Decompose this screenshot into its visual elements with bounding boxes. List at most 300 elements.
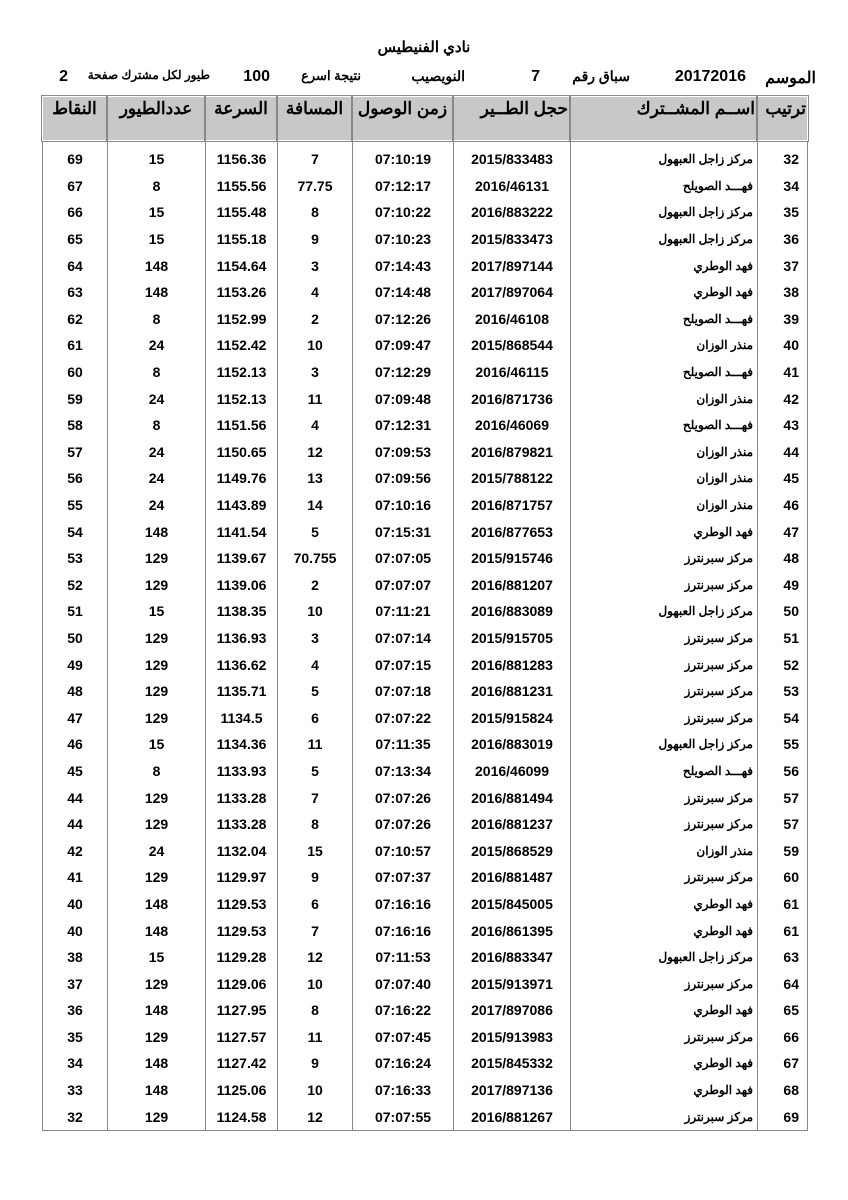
- cell-speed: 1133.93: [205, 758, 277, 785]
- cell-bird-count: 129: [107, 864, 205, 891]
- cell-speed: 1136.93: [205, 625, 277, 652]
- cell-rank: 65: [757, 997, 808, 1024]
- cell-arrival-time: 07:16:33: [352, 1077, 453, 1104]
- cell-speed: 1124.58: [205, 1103, 277, 1131]
- header-rank: ترتيب: [757, 96, 808, 141]
- table-row: [42, 465, 808, 492]
- cell-ring: 2016/879821: [453, 439, 570, 466]
- cell-points: 49: [42, 651, 107, 678]
- cell-points: 51: [42, 598, 107, 625]
- cell-arrival-time: 07:07:37: [352, 864, 453, 891]
- cell-participant: مركز زاجل العبهول: [570, 731, 757, 758]
- cell-ring: 2016/883089: [453, 598, 570, 625]
- cell-ring: 2016/871736: [453, 385, 570, 412]
- cell-points: 34: [42, 1050, 107, 1077]
- cell-bird-count: 15: [107, 226, 205, 253]
- cell-points: 52: [42, 572, 107, 599]
- cell-rank: 66: [757, 1024, 808, 1051]
- cell-speed: 1129.28: [205, 944, 277, 971]
- table-row: [42, 492, 808, 519]
- cell-arrival-time: 07:10:23: [352, 226, 453, 253]
- cell-speed: 1136.62: [205, 651, 277, 678]
- cell-rank: 36: [757, 226, 808, 253]
- table-row: [42, 518, 808, 545]
- cell-points: 48: [42, 678, 107, 705]
- cell-distance: 11: [277, 385, 352, 412]
- cell-speed: 1149.76: [205, 465, 277, 492]
- cell-speed: 1155.18: [205, 226, 277, 253]
- cell-speed: 1156.36: [205, 146, 277, 173]
- cell-bird-count: 129: [107, 1103, 205, 1131]
- cell-points: 44: [42, 811, 107, 838]
- cell-participant: مركز سبرنترز: [570, 625, 757, 652]
- cell-rank: 54: [757, 704, 808, 731]
- cell-participant: مركز زاجل العبهول: [570, 199, 757, 226]
- cell-distance: 7: [277, 917, 352, 944]
- header-bird-count: عددالطيور: [107, 96, 205, 141]
- cell-arrival-time: 07:12:26: [352, 306, 453, 333]
- cell-bird-count: 24: [107, 465, 205, 492]
- cell-distance: 11: [277, 731, 352, 758]
- cell-rank: 50: [757, 598, 808, 625]
- cell-rank: 57: [757, 784, 808, 811]
- cell-speed: 1133.28: [205, 811, 277, 838]
- cell-speed: 1153.26: [205, 279, 277, 306]
- cell-distance: 12: [277, 1103, 352, 1131]
- table-row: [42, 199, 808, 226]
- cell-ring: 2017/897064: [453, 279, 570, 306]
- cell-speed: 1133.28: [205, 784, 277, 811]
- cell-ring: 2015/913971: [453, 970, 570, 997]
- cell-points: 58: [42, 412, 107, 439]
- cell-ring: 2016/46108: [453, 306, 570, 333]
- cell-points: 40: [42, 891, 107, 918]
- cell-arrival-time: 07:16:22: [352, 997, 453, 1024]
- cell-rank: 43: [757, 412, 808, 439]
- cell-ring: 2016/46099: [453, 758, 570, 785]
- cell-arrival-time: 07:07:55: [352, 1103, 453, 1131]
- cell-bird-count: 129: [107, 625, 205, 652]
- cell-bird-count: 129: [107, 545, 205, 572]
- cell-participant: منذر الوزان: [570, 439, 757, 466]
- table-row: [42, 731, 808, 758]
- cell-bird-count: 148: [107, 891, 205, 918]
- cell-speed: 1155.48: [205, 199, 277, 226]
- cell-bird-count: 15: [107, 146, 205, 173]
- cell-bird-count: 148: [107, 997, 205, 1024]
- cell-speed: 1135.71: [205, 678, 277, 705]
- cell-ring: 2015/788122: [453, 465, 570, 492]
- cell-points: 55: [42, 492, 107, 519]
- cell-ring: 2017/897144: [453, 252, 570, 279]
- cell-distance: 7: [277, 146, 352, 173]
- cell-ring: 2017/897086: [453, 997, 570, 1024]
- header-distance: المسافة: [277, 96, 352, 141]
- race-number: 7: [531, 68, 540, 85]
- cell-points: 46: [42, 731, 107, 758]
- cell-participant: فهـــد الصويلح: [570, 173, 757, 200]
- cell-bird-count: 129: [107, 811, 205, 838]
- cell-arrival-time: 07:12:31: [352, 412, 453, 439]
- cell-bird-count: 8: [107, 412, 205, 439]
- cell-points: 37: [42, 970, 107, 997]
- cell-rank: 68: [757, 1077, 808, 1104]
- cell-ring: 2016/881207: [453, 572, 570, 599]
- cell-bird-count: 8: [107, 758, 205, 785]
- cell-distance: 3: [277, 359, 352, 386]
- cell-arrival-time: 07:07:18: [352, 678, 453, 705]
- cell-participant: منذر الوزان: [570, 492, 757, 519]
- cell-rank: 34: [757, 173, 808, 200]
- cell-participant: فهـــد الصويلح: [570, 306, 757, 333]
- table-row: [42, 332, 808, 359]
- location: النويصيب: [411, 68, 465, 84]
- cell-distance: 10: [277, 598, 352, 625]
- cell-participant: فهد الوطري: [570, 997, 757, 1024]
- cell-participant: مركز سبرنترز: [570, 864, 757, 891]
- cell-bird-count: 148: [107, 1077, 205, 1104]
- cell-participant: مركز سبرنترز: [570, 970, 757, 997]
- cell-arrival-time: 07:11:21: [352, 598, 453, 625]
- table-row: [42, 704, 808, 731]
- cell-speed: 1150.65: [205, 439, 277, 466]
- cell-ring: 2016/881494: [453, 784, 570, 811]
- cell-bird-count: 129: [107, 1024, 205, 1051]
- cell-ring: 2016/881487: [453, 864, 570, 891]
- cell-points: 65: [42, 226, 107, 253]
- cell-arrival-time: 07:13:34: [352, 758, 453, 785]
- table-row: [42, 864, 808, 891]
- cell-distance: 10: [277, 970, 352, 997]
- cell-bird-count: 24: [107, 439, 205, 466]
- cell-arrival-time: 07:10:22: [352, 199, 453, 226]
- cell-arrival-time: 07:14:48: [352, 279, 453, 306]
- table-row: [42, 545, 808, 572]
- cell-rank: 53: [757, 678, 808, 705]
- cell-points: 42: [42, 837, 107, 864]
- cell-participant: منذر الوزان: [570, 465, 757, 492]
- table-row: [42, 359, 808, 386]
- cell-rank: 35: [757, 199, 808, 226]
- cell-speed: 1141.54: [205, 518, 277, 545]
- cell-points: 61: [42, 332, 107, 359]
- table-row: [42, 598, 808, 625]
- results-table: [42, 96, 808, 1131]
- cell-participant: فهـــد الصويلح: [570, 758, 757, 785]
- cell-distance: 4: [277, 279, 352, 306]
- cell-arrival-time: 07:16:16: [352, 891, 453, 918]
- cell-points: 66: [42, 199, 107, 226]
- cell-speed: 1132.04: [205, 837, 277, 864]
- cell-participant: فهـــد الصويلح: [570, 412, 757, 439]
- cell-participant: منذر الوزان: [570, 332, 757, 359]
- cell-ring: 2016/883347: [453, 944, 570, 971]
- cell-ring: 2016/877653: [453, 518, 570, 545]
- cell-arrival-time: 07:07:40: [352, 970, 453, 997]
- cell-distance: 8: [277, 811, 352, 838]
- cell-participant: فهـــد الصويلح: [570, 359, 757, 386]
- cell-points: 67: [42, 173, 107, 200]
- cell-speed: 1129.06: [205, 970, 277, 997]
- cell-arrival-time: 07:10:16: [352, 492, 453, 519]
- cell-bird-count: 24: [107, 332, 205, 359]
- cell-participant: فهد الوطري: [570, 891, 757, 918]
- cell-ring: 2016/883019: [453, 731, 570, 758]
- cell-speed: 1139.67: [205, 545, 277, 572]
- cell-ring: 2015/868529: [453, 837, 570, 864]
- table-row: [42, 385, 808, 412]
- table-row: [42, 439, 808, 466]
- table-row: [42, 306, 808, 333]
- cell-rank: 42: [757, 385, 808, 412]
- cell-rank: 38: [757, 279, 808, 306]
- cell-ring: 2017/897136: [453, 1077, 570, 1104]
- cell-points: 38: [42, 944, 107, 971]
- cell-distance: 14: [277, 492, 352, 519]
- cell-ring: 2016/881231: [453, 678, 570, 705]
- table-row: [42, 758, 808, 785]
- cell-rank: 59: [757, 837, 808, 864]
- table-row: [42, 412, 808, 439]
- cell-arrival-time: 07:12:17: [352, 173, 453, 200]
- cell-participant: فهد الوطري: [570, 252, 757, 279]
- cell-bird-count: 148: [107, 518, 205, 545]
- cell-speed: 1154.64: [205, 252, 277, 279]
- cell-rank: 32: [757, 146, 808, 173]
- cell-points: 45: [42, 758, 107, 785]
- cell-ring: 2015/915824: [453, 704, 570, 731]
- cell-bird-count: 148: [107, 252, 205, 279]
- cell-participant: فهد الوطري: [570, 1050, 757, 1077]
- cell-points: 47: [42, 704, 107, 731]
- cell-ring: 2016/881237: [453, 811, 570, 838]
- cell-arrival-time: 07:07:05: [352, 545, 453, 572]
- cell-distance: 8: [277, 997, 352, 1024]
- header-participant: اســم المشــترك: [570, 96, 757, 141]
- cell-participant: مركز زاجل العبهول: [570, 598, 757, 625]
- cell-rank: 61: [757, 917, 808, 944]
- cell-ring: 2015/845005: [453, 891, 570, 918]
- table-row: [42, 572, 808, 599]
- cell-ring: 2016/871757: [453, 492, 570, 519]
- header-speed: السرعة: [205, 96, 277, 141]
- cell-distance: 12: [277, 439, 352, 466]
- cell-distance: 5: [277, 678, 352, 705]
- cell-distance: 10: [277, 332, 352, 359]
- table-row: [42, 625, 808, 652]
- cell-speed: 1129.97: [205, 864, 277, 891]
- cell-rank: 48: [757, 545, 808, 572]
- cell-ring: 2015/915705: [453, 625, 570, 652]
- table-row: [42, 837, 808, 864]
- cell-rank: 56: [757, 758, 808, 785]
- cell-rank: 61: [757, 891, 808, 918]
- cell-rank: 47: [757, 518, 808, 545]
- cell-bird-count: 129: [107, 970, 205, 997]
- cell-rank: 52: [757, 651, 808, 678]
- cell-participant: مركز سبرنترز: [570, 572, 757, 599]
- cell-participant: مركز سبرنترز: [570, 651, 757, 678]
- cell-distance: 8: [277, 199, 352, 226]
- cell-bird-count: 129: [107, 784, 205, 811]
- cell-bird-count: 24: [107, 837, 205, 864]
- cell-points: 32: [42, 1103, 107, 1131]
- cell-arrival-time: 07:07:15: [352, 651, 453, 678]
- cell-points: 57: [42, 439, 107, 466]
- cell-rank: 49: [757, 572, 808, 599]
- cell-arrival-time: 07:07:07: [352, 572, 453, 599]
- table-row: [42, 678, 808, 705]
- cell-ring: 2016/861395: [453, 917, 570, 944]
- cell-speed: 1134.36: [205, 731, 277, 758]
- cell-arrival-time: 07:10:19: [352, 146, 453, 173]
- cell-ring: 2015/915746: [453, 545, 570, 572]
- cell-distance: 70.755: [277, 545, 352, 572]
- header-points: النقاط: [42, 96, 107, 141]
- cell-participant: مركز سبرنترز: [570, 1024, 757, 1051]
- cell-speed: 1151.56: [205, 412, 277, 439]
- cell-arrival-time: 07:10:57: [352, 837, 453, 864]
- cell-speed: 1152.42: [205, 332, 277, 359]
- cell-ring: 2015/833483: [453, 146, 570, 173]
- cell-points: 53: [42, 545, 107, 572]
- cell-participant: منذر الوزان: [570, 837, 757, 864]
- table-row: [42, 226, 808, 253]
- cell-speed: 1134.5: [205, 704, 277, 731]
- table-row: [42, 944, 808, 971]
- cell-distance: 9: [277, 1050, 352, 1077]
- cell-arrival-time: 07:09:48: [352, 385, 453, 412]
- cell-speed: 1129.53: [205, 891, 277, 918]
- cell-points: 63: [42, 279, 107, 306]
- cell-speed: 1152.13: [205, 359, 277, 386]
- cell-distance: 2: [277, 572, 352, 599]
- cell-bird-count: 24: [107, 492, 205, 519]
- table-row: [42, 279, 808, 306]
- cell-distance: 9: [277, 226, 352, 253]
- cell-arrival-time: 07:07:45: [352, 1024, 453, 1051]
- cell-participant: فهد الوطري: [570, 917, 757, 944]
- cell-participant: مركز سبرنترز: [570, 811, 757, 838]
- cell-arrival-time: 07:07:26: [352, 784, 453, 811]
- cell-participant: مركز سبرنترز: [570, 784, 757, 811]
- table-row: [42, 146, 808, 173]
- cell-rank: 57: [757, 811, 808, 838]
- cell-participant: مركز زاجل العبهول: [570, 944, 757, 971]
- table-row: [42, 891, 808, 918]
- cell-bird-count: 15: [107, 199, 205, 226]
- cell-rank: 64: [757, 970, 808, 997]
- cell-distance: 5: [277, 758, 352, 785]
- cell-rank: 69: [757, 1103, 808, 1131]
- cell-speed: 1155.56: [205, 173, 277, 200]
- cell-arrival-time: 07:11:53: [352, 944, 453, 971]
- cell-ring: 2015/833473: [453, 226, 570, 253]
- fastest-label: نتيجة اسرع: [301, 68, 361, 83]
- cell-distance: 6: [277, 891, 352, 918]
- cell-participant: مركز زاجل العبهول: [570, 226, 757, 253]
- cell-participant: منذر الوزان: [570, 385, 757, 412]
- cell-distance: 10: [277, 1077, 352, 1104]
- cell-distance: 11: [277, 1024, 352, 1051]
- cell-rank: 60: [757, 864, 808, 891]
- table-row: [42, 997, 808, 1024]
- cell-bird-count: 15: [107, 731, 205, 758]
- table-row: [42, 784, 808, 811]
- cell-distance: 2: [277, 306, 352, 333]
- cell-speed: 1152.13: [205, 385, 277, 412]
- cell-rank: 67: [757, 1050, 808, 1077]
- cell-speed: 1139.06: [205, 572, 277, 599]
- cell-arrival-time: 07:07:22: [352, 704, 453, 731]
- cell-rank: 55: [757, 731, 808, 758]
- club-title: نادي الفنيطيس: [377, 39, 471, 56]
- cell-ring: 2015/868544: [453, 332, 570, 359]
- cell-bird-count: 15: [107, 598, 205, 625]
- cell-participant: فهد الوطري: [570, 279, 757, 306]
- table-row: [42, 1024, 808, 1051]
- cell-participant: مركز زاجل العبهول: [570, 146, 757, 173]
- table-row: [42, 651, 808, 678]
- cell-participant: فهد الوطري: [570, 518, 757, 545]
- cell-distance: 15: [277, 837, 352, 864]
- page-number: 2: [59, 68, 68, 85]
- cell-points: 33: [42, 1077, 107, 1104]
- cell-points: 35: [42, 1024, 107, 1051]
- cell-rank: 46: [757, 492, 808, 519]
- cell-distance: 4: [277, 651, 352, 678]
- cell-points: 54: [42, 518, 107, 545]
- cell-points: 59: [42, 385, 107, 412]
- cell-bird-count: 15: [107, 944, 205, 971]
- cell-bird-count: 129: [107, 572, 205, 599]
- cell-rank: 44: [757, 439, 808, 466]
- table-row: [42, 1103, 808, 1131]
- cell-ring: 2016/46115: [453, 359, 570, 386]
- cell-distance: 7: [277, 784, 352, 811]
- cell-bird-count: 148: [107, 917, 205, 944]
- season-value: 20172016: [674, 68, 746, 85]
- cell-distance: 77.75: [277, 173, 352, 200]
- cell-participant: مركز سبرنترز: [570, 545, 757, 572]
- cell-speed: 1143.89: [205, 492, 277, 519]
- cell-bird-count: 8: [107, 173, 205, 200]
- cell-rank: 51: [757, 625, 808, 652]
- cell-rank: 45: [757, 465, 808, 492]
- header-arrival-time: زمن الوصول: [352, 96, 453, 141]
- cell-arrival-time: 07:16:24: [352, 1050, 453, 1077]
- cell-participant: فهد الوطري: [570, 1077, 757, 1104]
- cell-points: 41: [42, 864, 107, 891]
- cell-ring: 2015/845332: [453, 1050, 570, 1077]
- cell-distance: 3: [277, 625, 352, 652]
- cell-speed: 1127.57: [205, 1024, 277, 1051]
- cell-distance: 3: [277, 252, 352, 279]
- cell-participant: مركز سبرنترز: [570, 678, 757, 705]
- race-label: سباق رقم: [572, 68, 630, 84]
- cell-rank: 41: [757, 359, 808, 386]
- cell-participant: مركز سبرنترز: [570, 1103, 757, 1131]
- cell-speed: 1127.95: [205, 997, 277, 1024]
- cell-bird-count: 129: [107, 678, 205, 705]
- cell-bird-count: 8: [107, 359, 205, 386]
- cell-arrival-time: 07:09:56: [352, 465, 453, 492]
- cell-bird-count: 129: [107, 651, 205, 678]
- table-row: [42, 173, 808, 200]
- cell-arrival-time: 07:16:16: [352, 917, 453, 944]
- cell-participant: مركز سبرنترز: [570, 704, 757, 731]
- cell-rank: 40: [757, 332, 808, 359]
